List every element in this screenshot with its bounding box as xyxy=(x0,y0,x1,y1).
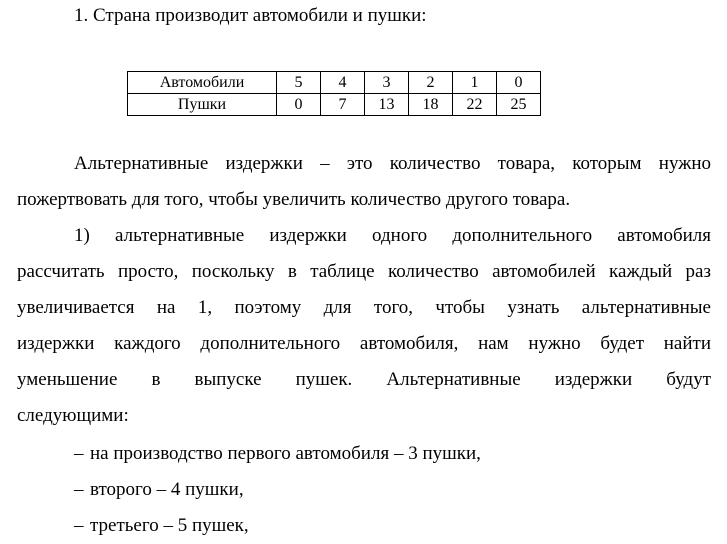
dash-marker: – xyxy=(74,515,84,536)
list-item xyxy=(74,436,481,472)
table-cell: 3 xyxy=(365,72,409,94)
explanation-line: следующими: xyxy=(17,405,129,426)
row-label-cars: Автомобили xyxy=(128,72,277,94)
table-cell: 0 xyxy=(497,72,541,94)
list-item-text: на производство первого автомобиля – 3 пушки, xyxy=(90,443,481,464)
definition-line: пожертвовать для того, чтобы увеличить количество другого товара. xyxy=(17,189,571,210)
list-item-text: второго – 4 пушки, xyxy=(90,479,244,500)
explanation-line: 1) альтернативные издержки одного дополнительного автомобиля xyxy=(74,225,711,246)
table-cell: 2 xyxy=(409,72,453,94)
explanation-paragraph xyxy=(17,218,711,434)
opportunity-cost-list xyxy=(74,436,481,544)
problem-heading: 1. Страна производит автомобили и пушки: xyxy=(74,5,427,26)
dash-marker: – xyxy=(74,479,84,500)
production-table xyxy=(127,71,541,116)
explanation-line: уменьшение в выпуске пушек. Альтернативные издержки будут xyxy=(17,369,711,390)
table-cell: 22 xyxy=(453,94,497,116)
table-cell: 25 xyxy=(497,94,541,116)
table-cell: 1 xyxy=(453,72,497,94)
table-cell: 4 xyxy=(321,72,365,94)
explanation-line: рассчитать просто, поскольку в таблице количество автомобилей каждый раз xyxy=(17,261,711,282)
definition-paragraph xyxy=(17,146,711,218)
table-cell: 0 xyxy=(277,94,321,116)
list-item xyxy=(74,472,481,508)
table-cell: 18 xyxy=(409,94,453,116)
explanation-line: издержки каждого дополнительного автомобиля, нам нужно будет найти xyxy=(17,333,711,354)
row-label-guns: Пушки xyxy=(128,94,277,116)
table-cell: 7 xyxy=(321,94,365,116)
table-cell: 5 xyxy=(277,72,321,94)
table-cell: 13 xyxy=(365,94,409,116)
list-item-text: третьего – 5 пушек, xyxy=(90,515,249,536)
table-row-guns xyxy=(128,94,541,116)
table-row-cars xyxy=(128,72,541,94)
explanation-line: увеличивается на 1, поэтому для того, чтобы узнать альтернативные xyxy=(17,297,711,318)
definition-line: Альтернативные издержки – это количество товара, которым нужно xyxy=(74,153,711,174)
list-item xyxy=(74,508,481,544)
dash-marker: – xyxy=(74,443,84,464)
